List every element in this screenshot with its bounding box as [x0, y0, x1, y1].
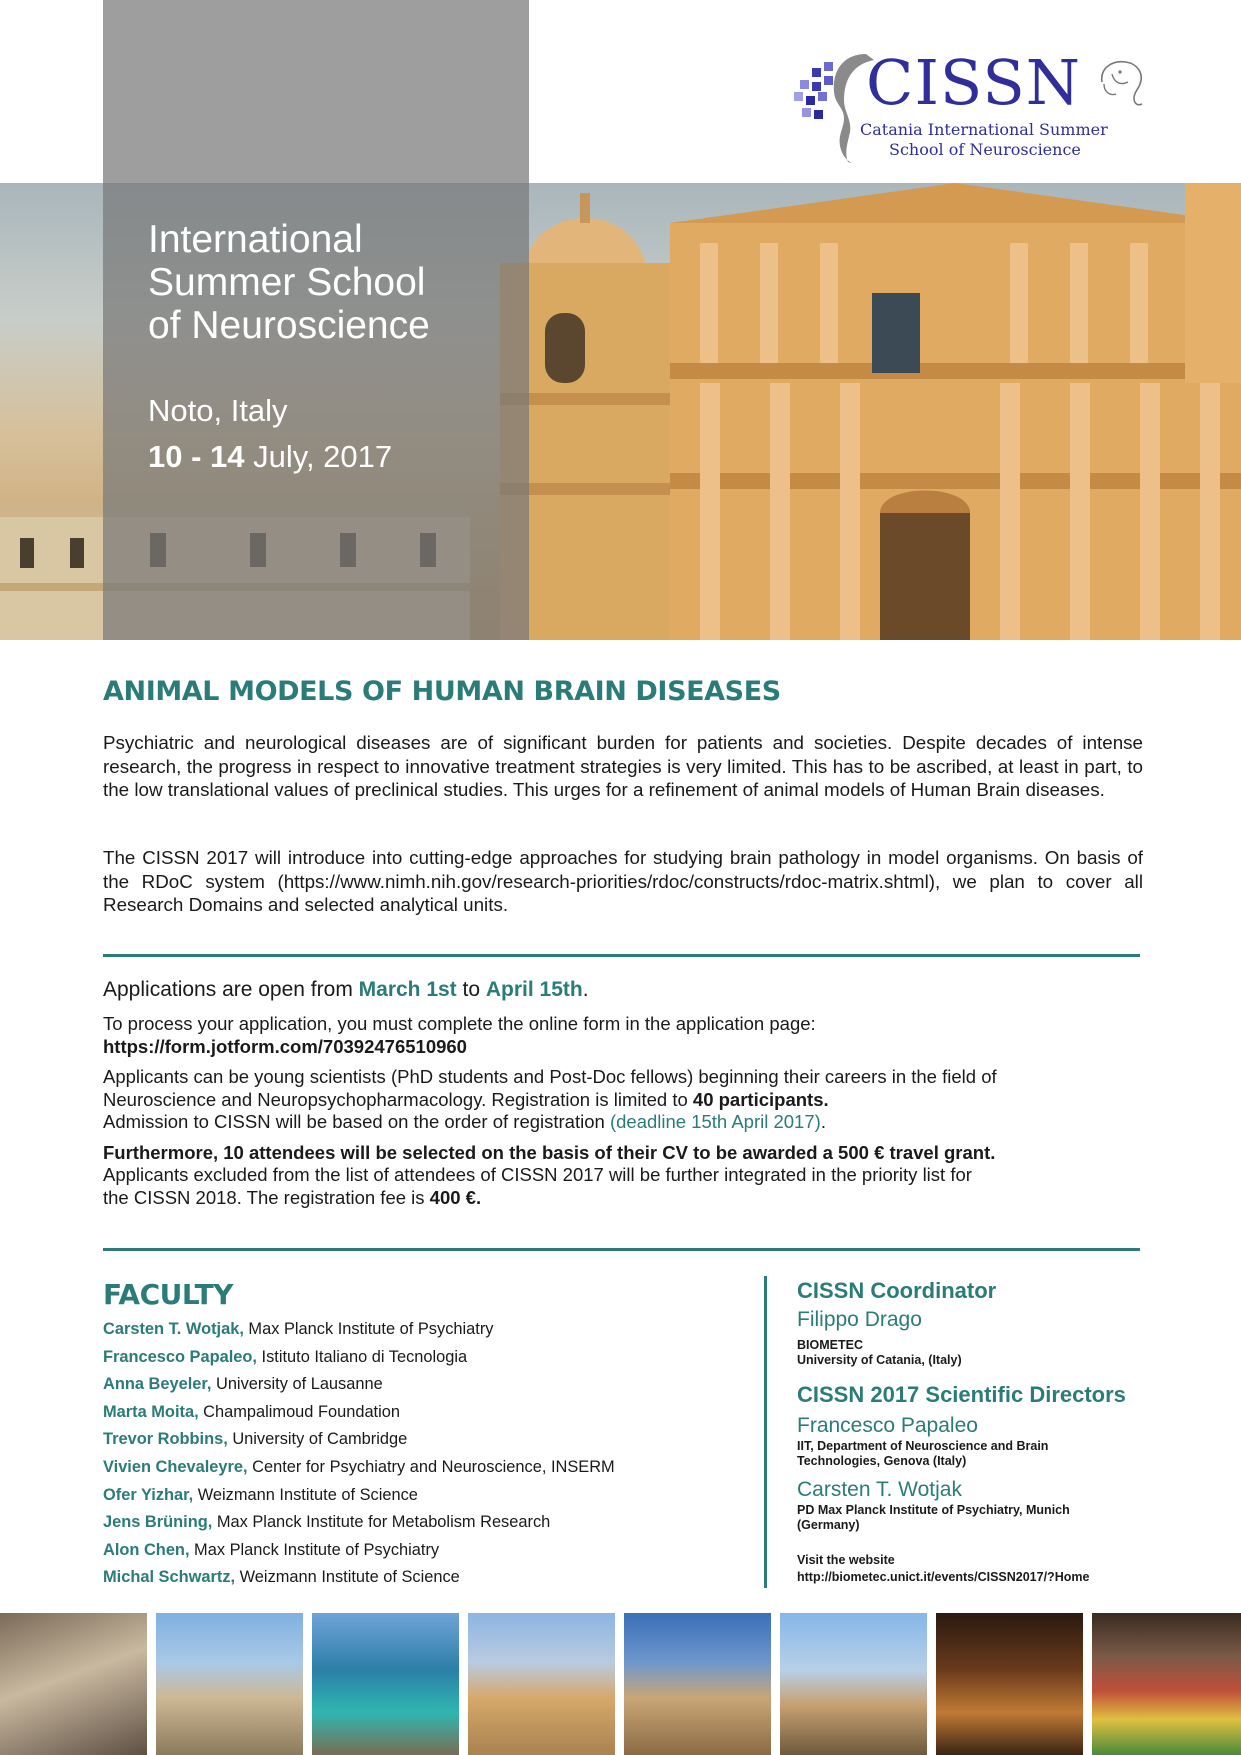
fee-line [103, 1187, 1143, 1210]
process-text: To process your application, you must complete the online form in the application page: [103, 1013, 816, 1034]
photo-flower-festival [1092, 1613, 1241, 1755]
coordinator-affiliation-line: BIOMETEC [797, 1338, 863, 1352]
participants-limit: 40 participants. [692, 1088, 829, 1110]
website-label: Visit the website [797, 1553, 895, 1567]
hero-title-line: Summer School [148, 261, 426, 304]
photo-porta-reale [624, 1613, 771, 1755]
director-name: Carsten T. Wotjak [797, 1478, 962, 1501]
photo-coastline [312, 1613, 459, 1755]
director-affiliation [797, 1503, 1217, 1533]
travel-grant-text: Furthermore, 10 attendees will be selected on the basis of their CV to be awarded a 500 € travel grant. [103, 1141, 996, 1163]
hero-title [148, 218, 528, 347]
admission-end: . [820, 1111, 826, 1132]
coordinator-heading: CISSN Coordinator [797, 1278, 997, 1303]
coordinator-affiliation-line: University of Catania, (Italy) [797, 1353, 962, 1367]
photo-strip [0, 1613, 1241, 1755]
divider [103, 1248, 1140, 1251]
section-title: ANIMAL MODELS OF HUMAN BRAIN DISEASES [103, 676, 781, 707]
application-heading-end: . [582, 978, 589, 1001]
application-heading-pre: Applications are open from [103, 978, 359, 1001]
faculty-institution: Max Planck Institute of Psychiatry [243, 1320, 494, 1338]
faculty-member [103, 1513, 743, 1541]
open-date: March 1st [358, 978, 457, 1001]
faculty-name: Carsten T. Wotjak, [103, 1320, 244, 1338]
photo-theatre-interior [936, 1613, 1083, 1755]
faculty-name: Ofer Yizhar, [103, 1485, 194, 1504]
program-paragraph: The CISSN 2017 will introduce into cutting-edge approaches for studying brain pathology in model organisms. On basis of the RDoC system (https://www.nimh.nih.gov/research-priorities/rdoc/constructs/rdoc-matrix.shtml), we plan to cover all Research Domains and selected analytical units. [103, 847, 1143, 915]
faculty-name: Alon Chen, [103, 1540, 190, 1559]
admission-text: Admission to CISSN will be based on the order of registration [103, 1111, 610, 1132]
photo-baroque-balcony [0, 1613, 147, 1755]
faculty-member [103, 1568, 743, 1596]
faculty-institution: University of Cambridge [227, 1430, 408, 1449]
director-affiliation [797, 1439, 1217, 1469]
faculty-institution: Istituto Italiano di Tecnologia [256, 1347, 468, 1366]
application-form-link[interactable]: https://form.jotform.com/70392476510960 [103, 1035, 467, 1057]
faculty-name: Anna Beyeler, [103, 1375, 212, 1394]
faculty-member [103, 1320, 743, 1348]
faculty-member [103, 1403, 743, 1431]
faculty-member [103, 1430, 743, 1458]
faculty-name: Jens Brüning, [103, 1513, 213, 1532]
intro-paragraph: Psychiatric and neurological diseases are of significant burden for patients and societies. Despite decades of intense research, the progress in respect to innovative treatment strategies is very limited. This has to be ascribed, at least in part, to the low translational values of preclinical studies. This urges for a refinement of animal models of Human Brain diseases. [103, 732, 1143, 800]
applicants-text: Applicants can be young scientists (PhD students and Post-Doc fellows) beginning their careers in the field of [103, 1066, 997, 1087]
faculty-member [103, 1375, 743, 1403]
faculty-name: Trevor Robbins, [103, 1430, 228, 1449]
website-link[interactable]: http://biometec.unict.it/events/CISSN2017/?Home [797, 1570, 1090, 1584]
faculty-name: Vivien Chevaleyre, [103, 1457, 248, 1476]
divider [103, 954, 1140, 957]
hero-title-line: of Neuroscience [148, 304, 430, 347]
faculty-institution: Champalimoud Foundation [198, 1402, 400, 1421]
faculty-list [103, 1320, 743, 1596]
coordinator-name: Filippo Drago [797, 1308, 922, 1331]
elephant-icon [1090, 52, 1150, 112]
close-date: April 15th [485, 978, 583, 1001]
faculty-institution: University of Lausanne [211, 1375, 383, 1394]
faculty-title: FACULTY [103, 1278, 233, 1311]
director-affiliation-line: PD Max Planck Institute of Psychiatry, Munich [797, 1503, 1070, 1517]
photo-rooftops [780, 1613, 927, 1755]
faculty-member [103, 1486, 743, 1514]
faculty-member [103, 1348, 743, 1376]
logo-subtitle-line2: School of Neuroscience [889, 140, 1081, 159]
faculty-institution: Weizmann Institute of Science [235, 1568, 460, 1587]
directors-heading: CISSN 2017 Scientific Directors [797, 1382, 1126, 1407]
coordinator-affiliation [797, 1338, 1217, 1368]
registration-limit-text: Neuroscience and Neuropsychopharmacology. Registration is limited to [103, 1088, 693, 1110]
event-dates-days: 10 - 14 [148, 439, 245, 474]
faculty-institution: Max Planck Institute for Metabolism Research [212, 1513, 551, 1532]
event-location: Noto, Italy [148, 393, 288, 428]
faculty-member [103, 1458, 743, 1486]
application-dates-heading [103, 978, 589, 1002]
faculty-institution: Center for Psychiatry and Neuroscience, INSERM [247, 1457, 615, 1476]
event-dates [148, 439, 392, 475]
registration-fee: 400 €. [429, 1186, 482, 1208]
faculty-institution: Weizmann Institute of Science [193, 1485, 418, 1504]
director-affiliation-line: Technologies, Genova (Italy) [797, 1454, 967, 1468]
logo-acronym: CISSN [866, 46, 1082, 119]
faculty-name: Marta Moita, [103, 1402, 199, 1421]
director-affiliation-line: IIT, Department of Neuroscience and Brain [797, 1439, 1049, 1453]
application-details [103, 1013, 1143, 1209]
photo-town-square [468, 1613, 615, 1755]
faculty-member [103, 1541, 743, 1569]
faculty-institution: Max Planck Institute of Psychiatry [189, 1540, 440, 1559]
logo-subtitle-line1: Catania International Summer [860, 120, 1108, 139]
director-name: Francesco Papaleo [797, 1414, 978, 1437]
fee-text: the CISSN 2018. The registration fee is [103, 1186, 430, 1208]
hero-title-line: International [148, 218, 363, 261]
photo-noto-church [156, 1613, 303, 1755]
admission-line [103, 1111, 1143, 1134]
faculty-name: Michal Schwartz, [103, 1568, 236, 1587]
deadline-text: (deadline 15th April 2017) [609, 1111, 821, 1132]
excluded-text: Applicants excluded from the list of attendees of CISSN 2017 will be further integrated in the priority list for [103, 1164, 972, 1185]
cissn-logo [790, 48, 1150, 166]
column-divider [764, 1276, 767, 1588]
director-affiliation-line: (Germany) [797, 1518, 860, 1532]
application-heading-mid: to [456, 978, 486, 1001]
registration-limit-line [103, 1089, 1143, 1112]
faculty-name: Francesco Papaleo, [103, 1347, 257, 1366]
event-dates-month: July, 2017 [244, 439, 393, 474]
